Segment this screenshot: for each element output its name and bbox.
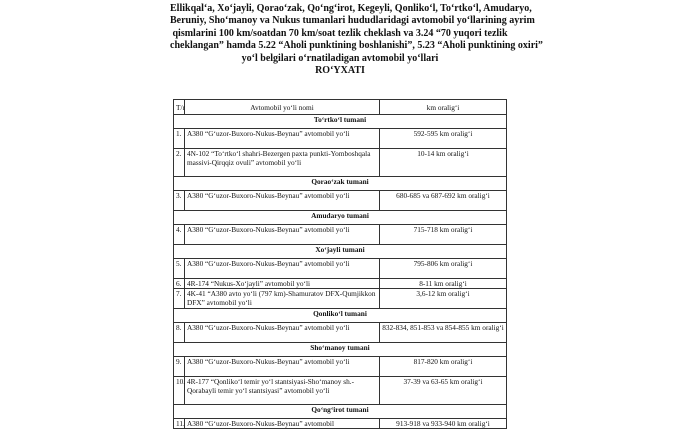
row-number: 6.: [174, 279, 185, 289]
km-range: 592-595 km oralig‘i: [380, 129, 507, 149]
title-line: Beruniy, Sho‘manoy va Nukus tumanlari hududlaridagi avtomobil yo‘llarining ayrim: [170, 15, 535, 27]
km-range: 795-806 km oralig‘i: [380, 259, 507, 279]
road-name: A380 “G‘uzor-Buxoro-Nukus-Beynau” avtomobil: [185, 419, 380, 429]
km-range: 817-820 km oralig‘i: [380, 357, 507, 377]
row-number: 10.: [174, 377, 185, 405]
row-number: 1.: [174, 129, 185, 149]
header-road-name: Avtomobil yo‘li nomi: [185, 100, 380, 115]
document-title: [170, 3, 543, 77]
section-heading: Qo‘ng‘irot tumani: [174, 405, 507, 419]
row-number: 2.: [174, 149, 185, 177]
road-name: A380 “G‘uzor-Buxoro-Nukus-Beynau” avtomobil yo‘li: [185, 129, 380, 149]
table-row: [174, 279, 507, 289]
roads-table: [173, 99, 507, 429]
km-range: 37-39 va 63-65 km oralig‘i: [380, 377, 507, 405]
road-name: 4R-174 “Nukus-Xo‘jayli” avtomobil yo‘li: [185, 279, 380, 289]
road-name: A380 “G‘uzor-Buxoro-Nukus-Beynau” avtomobil yo‘li: [185, 323, 380, 343]
km-range: 3,6-12 km oralig‘i: [380, 289, 507, 309]
road-name: 4R-177 “Qonliko‘l temir yo‘l stantsiyasi-Sho‘manoy sh.-Qorabayli temir yo‘l stantsiyasi” avtomobil yo‘li: [185, 377, 380, 405]
road-name: A380 “G‘uzor-Buxoro-Nukus-Beynau” avtomobil yo‘li: [185, 357, 380, 377]
row-number: 9.: [174, 357, 185, 377]
road-name: 4N-102 “To‘rtko‘l shahri-Bezergen paxta punkti-Yomboshqala massivi-Qirqqiz ovuli” avtomobil yo‘li: [185, 149, 380, 177]
table-row: [174, 357, 507, 377]
header-km-range: km oralig‘i: [380, 100, 507, 115]
section-heading: Qorao‘zak tumani: [174, 177, 507, 191]
table-row: [174, 149, 507, 177]
row-number: 8.: [174, 323, 185, 343]
table-row: [174, 377, 507, 405]
table-row: [174, 259, 507, 279]
km-range: 832-834, 851-853 va 854-855 km oralig‘i: [380, 323, 507, 343]
km-range: 10-14 km oralig‘i: [380, 149, 507, 177]
table-row: [174, 289, 507, 309]
table-row: [174, 323, 507, 343]
km-range: 680-685 va 687-692 km oralig‘i: [380, 191, 507, 211]
table-row: [174, 225, 507, 245]
title-line: RO‘YXATI: [315, 65, 365, 77]
title-line: yo‘l belgilari o‘rnatiladigan avtomobil yo‘llari: [241, 52, 439, 64]
table-row: [174, 419, 507, 429]
section-heading: Qonliko‘l tumani: [174, 309, 507, 323]
table-header-row: [174, 100, 507, 115]
row-number: 5.: [174, 259, 185, 279]
table-row: [174, 129, 507, 149]
title-line: cheklangan” hamda 5.22 “Aholi punktining boshlanishi”, 5.23 “Aholi punktining oxiri”: [170, 40, 543, 52]
row-number: 3.: [174, 191, 185, 211]
km-range: 8-11 km oralig‘i: [380, 279, 507, 289]
road-name: A380 “G‘uzor-Buxoro-Nukus-Beynau” avtomobil yo‘li: [185, 259, 380, 279]
title-line: qismlarini 100 km/soatdan 70 km/soat tezlik cheklash va 3.24 “70 yuqori tezlik: [172, 27, 508, 39]
road-name: 4K-41 “A380 avto yo‘li (797 km)-Shamuratov DFX-Qumjikkon DFX” avtomobil yo‘li: [185, 289, 380, 309]
row-number: 4.: [174, 225, 185, 245]
table-row: [174, 191, 507, 211]
section-heading: Sho‘manoy tumani: [174, 343, 507, 357]
row-number: 7.: [174, 289, 185, 309]
km-range: 715-718 km oralig‘i: [380, 225, 507, 245]
row-number: 11.: [174, 419, 185, 429]
section-heading: To‘rtko‘l tumani: [174, 115, 507, 129]
section-heading: Xo‘jayli tumani: [174, 245, 507, 259]
header-number: T/r: [174, 100, 185, 115]
section-heading: Amudaryo tumani: [174, 211, 507, 225]
title-line: Ellikqal‘a, Xo‘jayli, Qorao‘zak, Qo‘ng‘irot, Kegeyli, Qonliko‘l, To‘rtko‘l, Amudaryo,: [170, 3, 532, 14]
road-name: A380 “G‘uzor-Buxoro-Nukus-Beynau” avtomobil yo‘li: [185, 191, 380, 211]
road-name: A380 “G‘uzor-Buxoro-Nukus-Beynau” avtomobil yo‘li: [185, 225, 380, 245]
km-range: 913-918 va 933-940 km oralig‘i: [380, 419, 507, 429]
